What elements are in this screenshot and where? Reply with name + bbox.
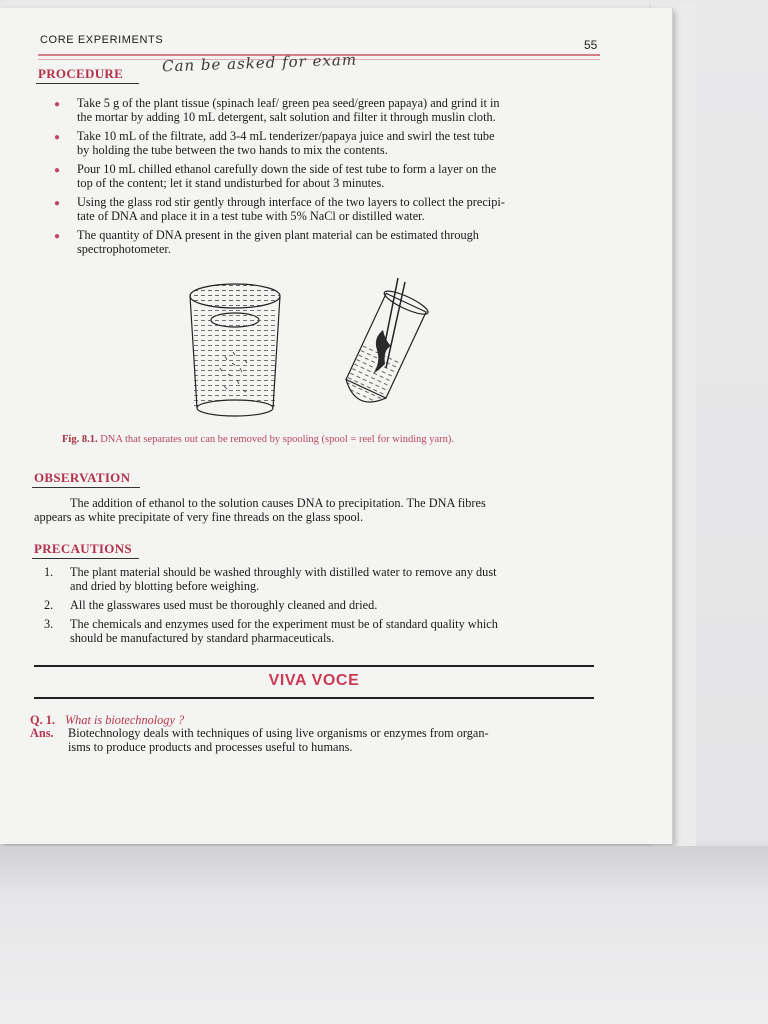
procedure-step: ● Using the glass rod stir gently through interface of the two layers to collect the precipi- tate of DNA and place it in a test tube with 5% NaCl or distilled water. [54,195,505,223]
viva-top-rule [34,665,594,667]
procedure-step: ● Take 5 g of the plant tissue (spinach leaf/ green pea seed/green papaya) and grind it in the mortar by adding 10 mL detergent, salt solution and filter it through muslin cloth. [54,96,500,124]
bullet-icon: ● [54,165,61,176]
figure-label: Fig. 8.1. [62,434,98,445]
procedure-heading: PROCEDURE [38,66,124,81]
answer-label: Ans. [30,726,54,740]
procedure-step: ● The quantity of DNA present in the given plant material can be estimated through spectrophotometer. [54,228,479,256]
precaution-item: 3. The chemicals and enzymes used for the experiment must be of standard quality which should be manufactured by standard pharmaceuticals. [44,617,498,645]
precaution-item: 2. All the glasswares used must be thoroughly cleaned and dried. [44,598,378,612]
precautions-heading: PRECAUTIONS [34,541,132,556]
precautions-underline [32,558,139,559]
viva-bottom-rule [34,697,594,699]
bullet-icon: ● [54,198,61,209]
answer-block [30,726,600,754]
precaution-item: 1. The plant material should be washed throughly with distilled water to remove any dust and dried by blotting before weighing. [44,565,497,593]
bullet-icon: ● [54,132,61,143]
observation-heading: OBSERVATION [34,470,131,485]
observation-underline [32,487,140,488]
figure-caption-text: DNA that separates out can be removed by spooling (spool = reel for winding yarn). [100,434,455,445]
observation-text: The addition of ethanol to the solution causes DNA to precipitation. The DNA fibres appears as white precipitate of very fine threads on the glass spool. [34,496,486,524]
viva-voce-heading: VIVA VOCE [268,672,360,689]
figure-caption [62,434,454,445]
running-header: CORE EXPERIMENTS [40,34,164,46]
dna-spooling-illustration [180,268,470,428]
procedure-steps [52,96,604,261]
handwritten-note: Can be asked for exam [161,50,358,76]
bullet-icon: ● [54,99,61,110]
question-label: Q. 1. [30,713,55,727]
procedure-step: ● Pour 10 mL chilled ethanol carefully down the side of test tube to form a layer on the top of the content; let it stand undisturbed for about 3 minutes. [54,162,497,190]
bullet-icon: ● [54,231,61,242]
precautions-list [38,565,598,650]
page-number: 55 [584,38,598,52]
beaker-illustration [190,284,280,416]
test-tube-illustration [339,278,430,410]
procedure-underline [36,83,139,84]
procedure-step: ● Take 10 mL of the filtrate, add 3-4 mL tenderizer/papaya juice and swirl the test tube by holding the tube between the two hands to mix the contents. [54,129,495,157]
answer-text: Biotechnology deals with techniques of using live organisms or enzymes from organ- isms to produce products and processes useful to humans. [68,726,489,754]
underlying-sheet [0,846,768,1024]
question-text: What is biotechnology ? [64,713,185,727]
